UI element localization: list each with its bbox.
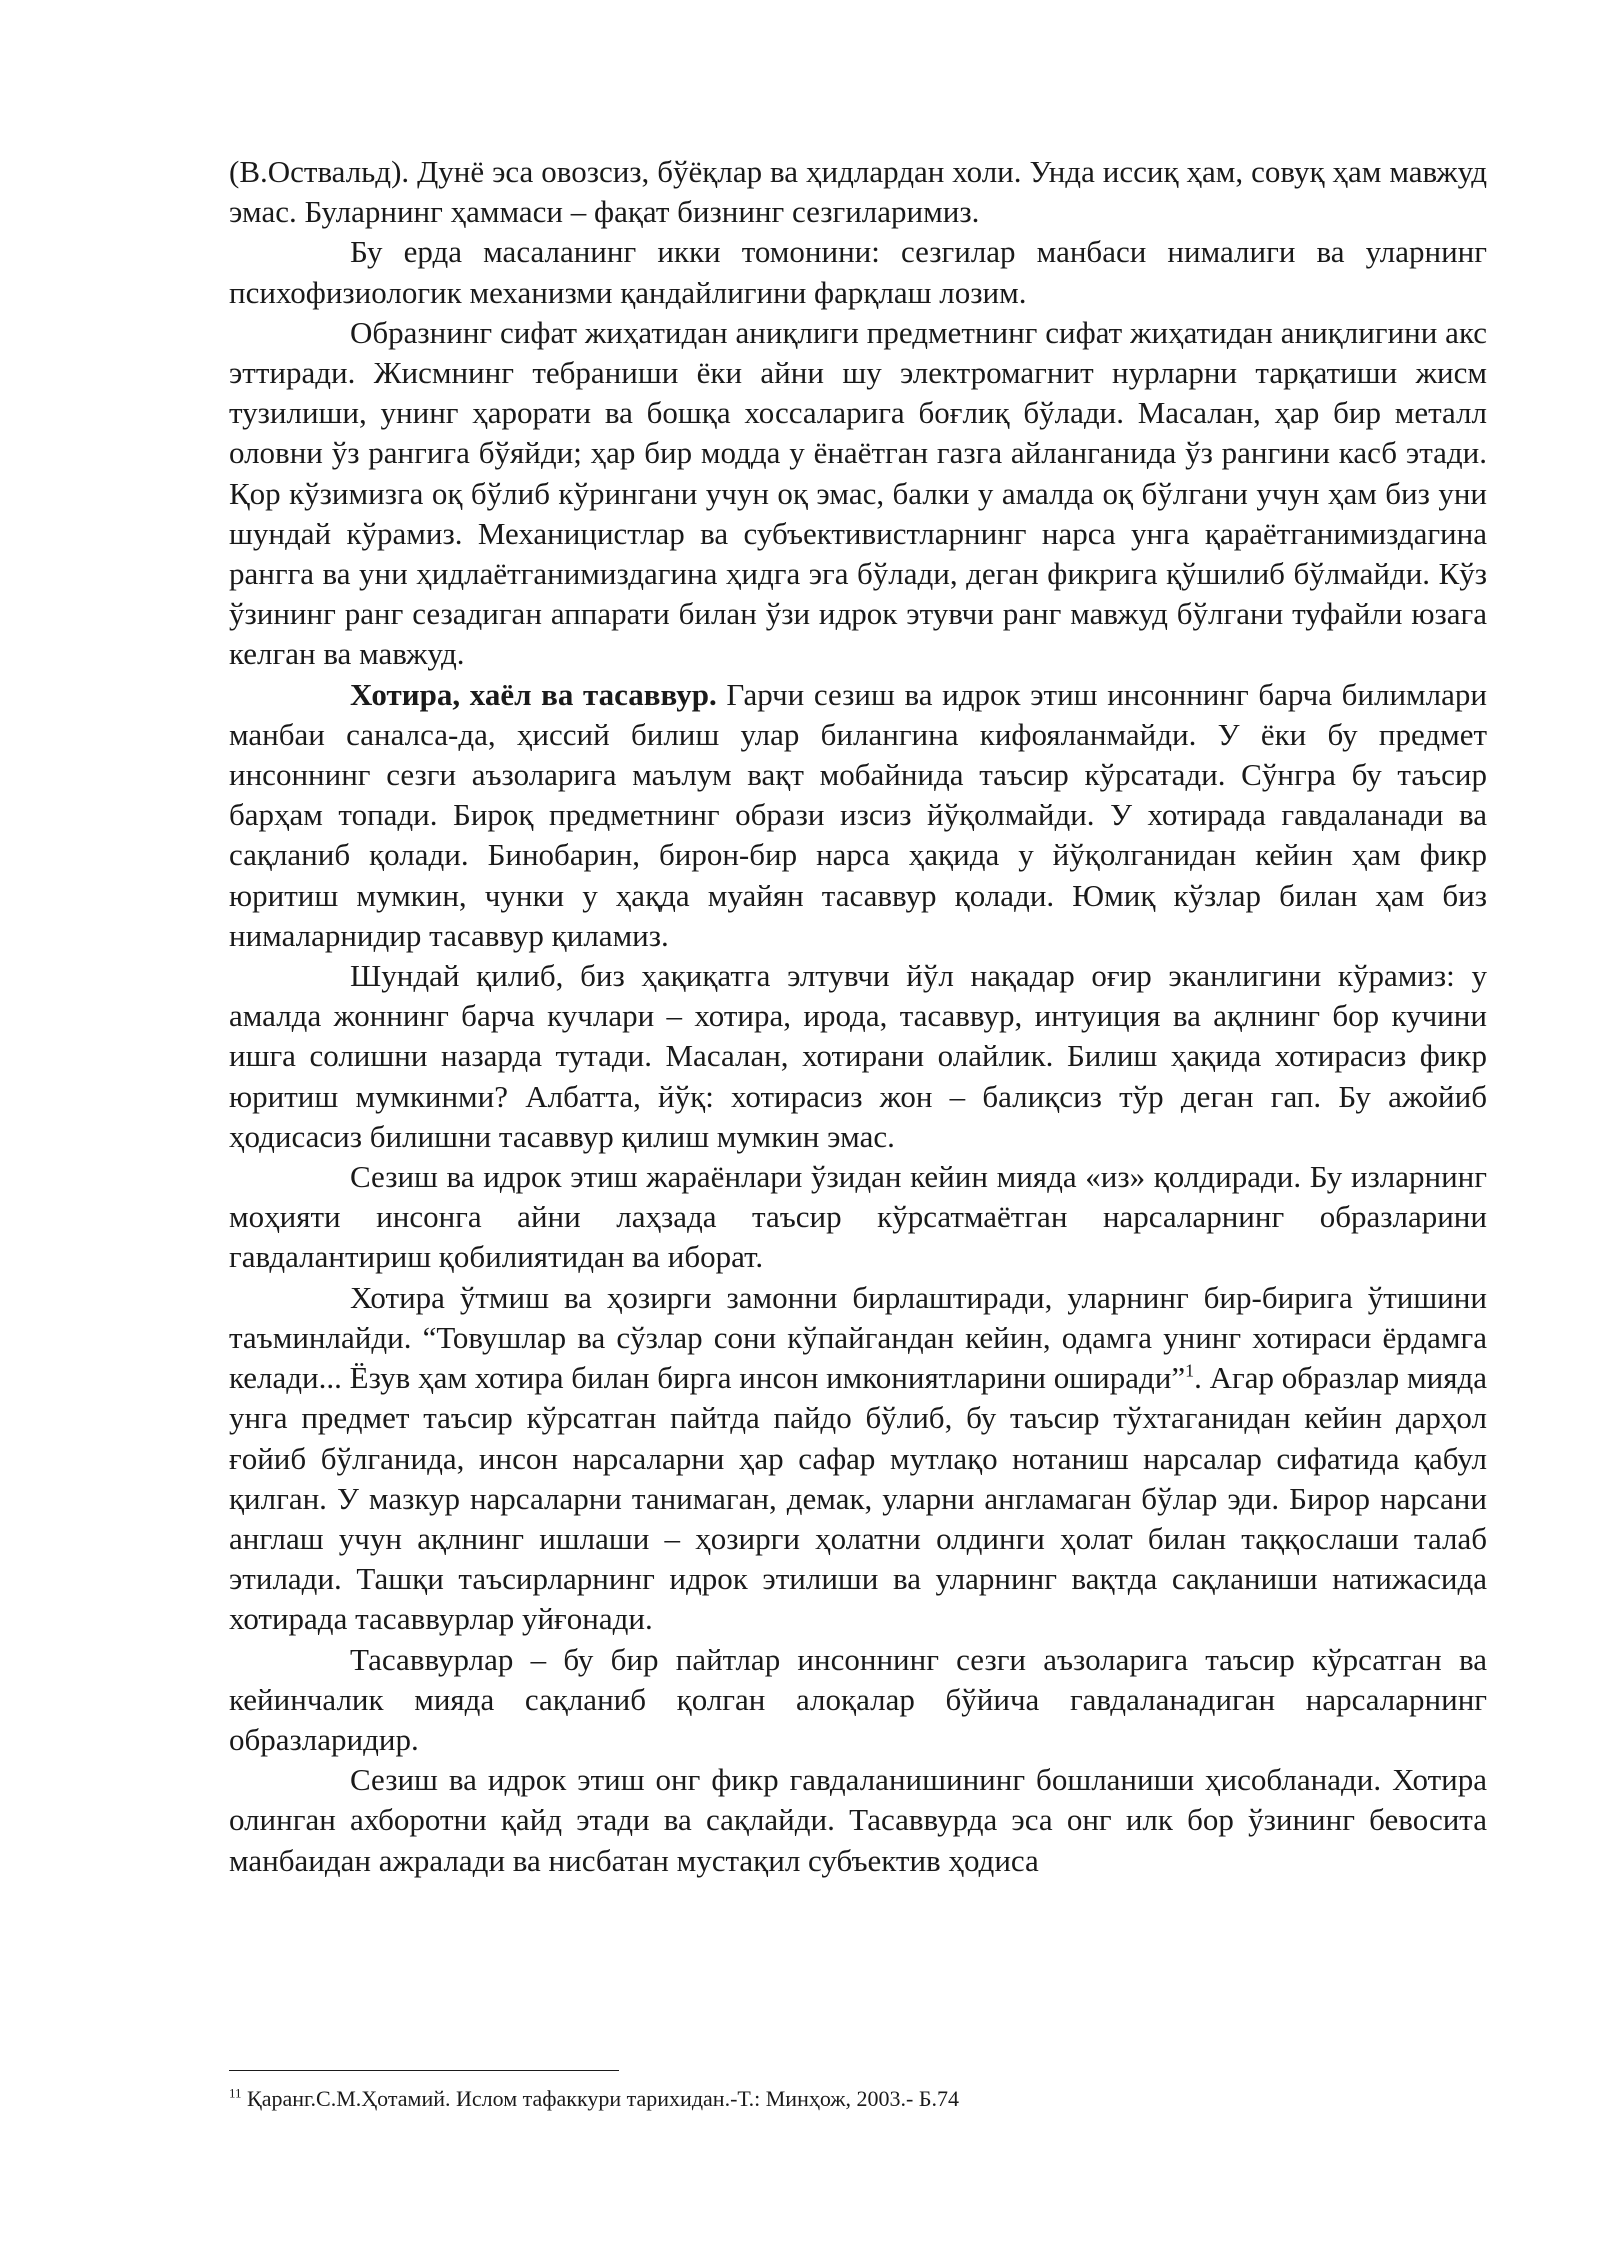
body-text bbox=[229, 152, 1487, 1881]
paragraph-2: Бу ерда масаланинг икки томонини: сезгилар манбаси нималиги ва уларнинг психофизиологик механизми қандайлигини фарқлаш лозим. bbox=[229, 234, 1487, 310]
footnote bbox=[229, 2085, 1487, 2113]
footnote-marker: 11 bbox=[229, 2085, 242, 2101]
footnote-separator bbox=[229, 2070, 619, 2071]
paragraph-9: Сезиш ва идрок этиш онг фикр гавдаланишининг бошланиши ҳисобланади. Хотира олинган ахборотни қайд этади ва сақлайди. Тасаввурда эса онг илк бор ўзининг бевосита манбаидан ажралади ва нисбатан мустақил субъектив ҳодиса bbox=[229, 1762, 1487, 1878]
paragraph-1: (В.Оствальд). Дунё эса овозсиз, бўёқлар ва ҳидлардан холи. Унда иссиқ ҳам, совуқ ҳам мавжуд эмас. Буларнинг ҳаммаси – фақат бизнинг сезгиларимиз. bbox=[229, 154, 1487, 230]
paragraph-7: Хотира ўтмиш ва ҳозирги замонни бирлаштиради, уларнинг бир-бирига ўтишини таъминлайди. “Товушлар ва сўзлар сони кўпайгандан кейин, одамга унинг хотираси ёрдамга келади... Ёзув ҳам хотира билан бирга инсон имкониятларини оширади”$^1$. Агар образлар мияда унга предмет таъсир кўрсатган пайтда пайдо бўлиб, бу таъсир тўхтаганидан кейин дарҳол ғойиб бўлганида, инсон нарсаларни ҳар сафар мутлақо нотаниш нарсалар сифатида қабул қилган. У мазкур нарсаларни танимаган, демак, уларни англамаган бўлар эди. Бирор нарсани англаш учун ақлнинг ишлаши – ҳозирги ҳолатни олдинги ҳолат билан таққослаши талаб этилади. Ташқи таъсирларнинг идрок этилиши ва уларнинг вақтда сақланиши натижасида хотирада тасаввурлар уйғонади. bbox=[229, 1279, 1487, 1637]
paragraph-4: Хотира, хаёл ва тасаввур. Гарчи сезиш ва идрок этиш инсоннинг барча билимлари манбаи саналса-да, ҳиссий билиш улар билангина кифояланмайди. У ёки бу предмет инсоннинг сезги аъзоларига маълум вақт мобайнида таъсир кўрсатади. Сўнгра бу таъсир барҳам топади. Бироқ предметнинг образи изсиз йўқолмайди. У хотирада гавдаланади ва сақланиб қолади. Бинобарин, бирон-бир нарса ҳақида у йўқолганидан кейин ҳам фикр юритиш мумкин, чунки у ҳақда муайян тасаввур қолади. Юмиқ кўзлар билан ҳам биз нималарнидир тасаввур қиламиз. bbox=[229, 676, 1487, 953]
paragraph-5: Шундай қилиб, биз ҳақиқатга элтувчи йўл нақадар оғир эканлигини кўрамиз: у амалда жоннинг барча кучлари – хотира, ирода, тасаввур, интуиция ва ақлнинг бор кучини ишга солишни назарда тутади. Масалан, хотирани олайлик. Билиш ҳақида хотирасиз фикр юритиш мумкинми? Албатта, йўқ: хотирасиз жон – балиқсиз тўр деган гап. Бу ажойиб ҳодисасиз билишни тасаввур қилиш мумкин эмас. bbox=[229, 958, 1487, 1154]
paragraph-3: Образнинг сифат жиҳатидан аниқлиги предметнинг сифат жиҳатидан аниқлигини акс эттиради. Жисмнинг тебраниши ёки айни шу электромагнит нурларни тарқатиши жисм тузилиши, унинг ҳарорати ва бошқа хоссаларига боғлиқ бўлади. Масалан, ҳар бир металл оловни ўз рангига бўяйди; ҳар бир модда у ёнаётган газга айланганида ўз рангини касб этади. Қор кўзимизга оқ бўлиб кўрингани учун оқ эмас, балки у амалда оқ бўлгани учун ҳам биз уни шундай кўрамиз. Механицистлар ва субъективистларнинг нарса унга қараётганимиздагина рангга ва уни ҳидлаётганимиздагина ҳидга эга бўлади, деган фикрига қўшилиб бўлмайди. Кўз ўзининг ранг сезадиган аппарати билан ўзи идрок этувчи ранг мавжуд бўлгани туфайли юзага келган ва мавжуд. bbox=[229, 314, 1487, 672]
section-heading: Хотира, хаёл ва тасаввур. bbox=[350, 676, 717, 712]
footnote-reference: 1 bbox=[1185, 1360, 1195, 1381]
paragraph-8: Тасаввурлар – бу бир пайтлар инсоннинг сезги аъзоларига таъсир кўрсатган ва кейинчалик мияда сақланиб қолган алоқалар бўйича гавдаланадиган нарсаларнинг образларидир. bbox=[229, 1641, 1487, 1757]
paragraph-6: Сезиш ва идрок этиш жараёнлари ўзидан кейин мияда «из» қолдиради. Бу изларнинг моҳияти инсонга айни лаҳзада таъсир кўрсатмаётган нарсаларнинг образларини гавдалантириш қобилиятидан ва иборат. bbox=[229, 1159, 1487, 1275]
footnote-text: Қаранг.С.М.Ҳотамий. Ислом тафаккури тарихидан.-Т.: Минҳож, 2003.- Б.74 bbox=[241, 2086, 959, 2111]
